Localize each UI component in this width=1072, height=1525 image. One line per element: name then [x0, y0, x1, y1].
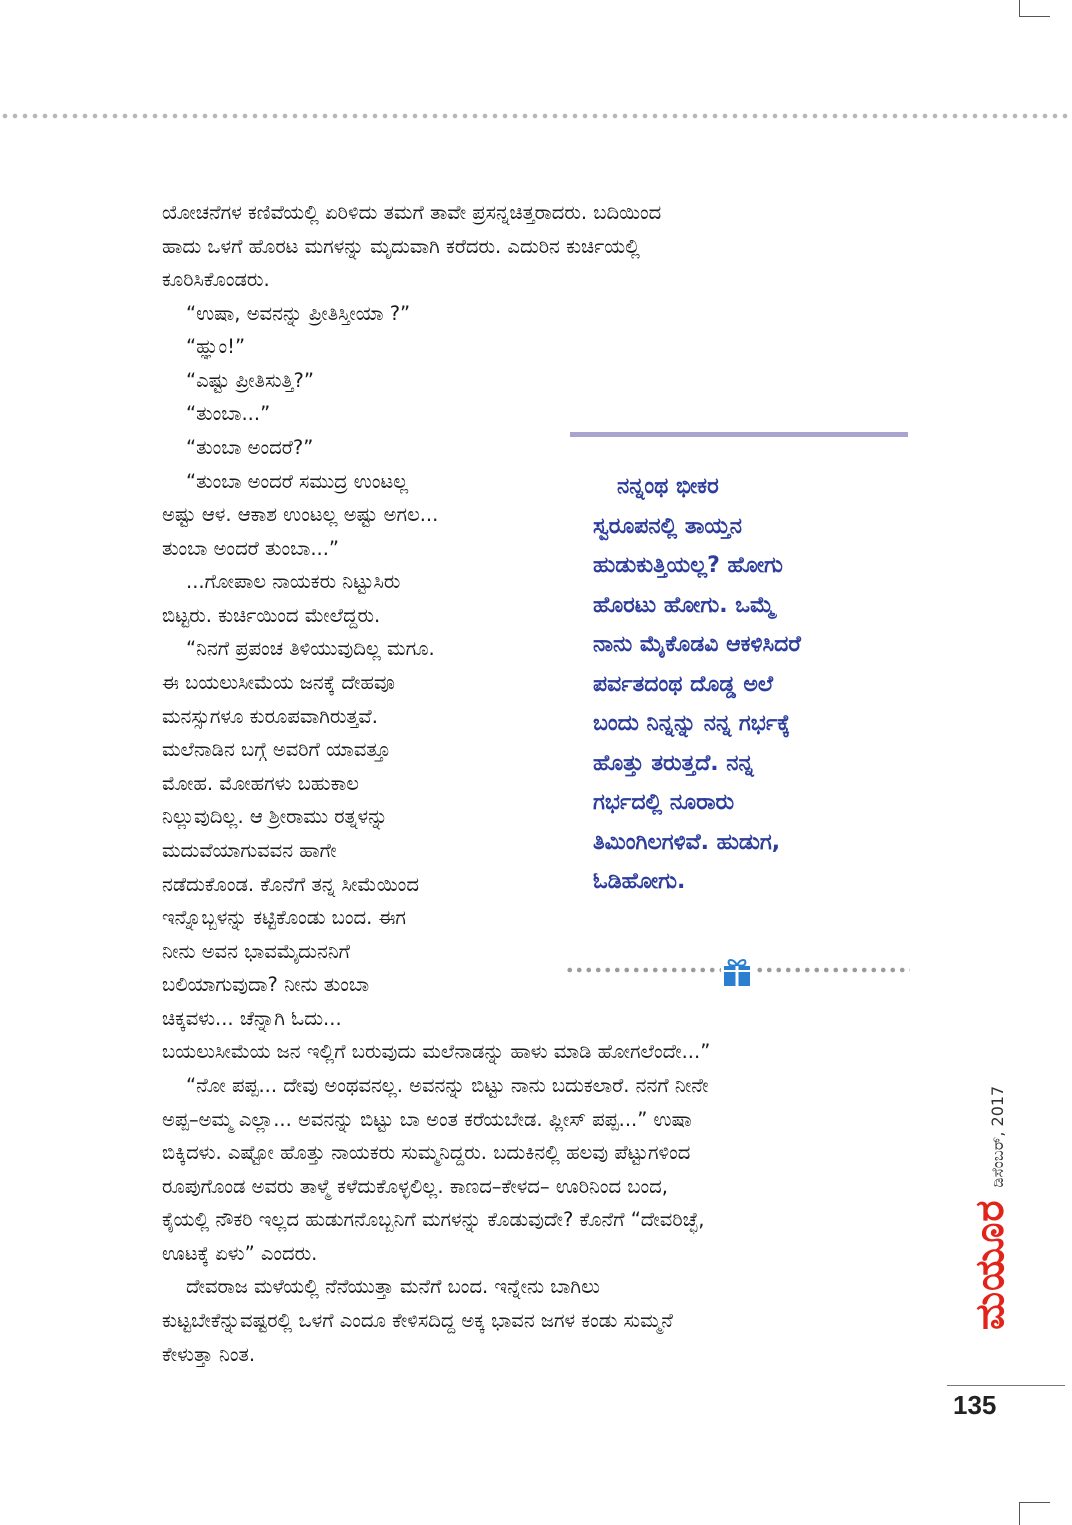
body-line: ...ಗೋಪಾಲ ನಾಯಕರು ನಿಟ್ಟುಸಿರು	[186, 570, 401, 593]
body-line: ನಿಲ್ಲುವುದಿಲ್ಲ. ಆ ಶ್ರೀರಾಮು ರತ್ನಳನ್ನು	[162, 805, 388, 828]
body-line: “ತುಂಬಾ ಅಂದರೆ ಸಮುದ್ರ ಉಂಟಲ್ಲ	[186, 470, 409, 493]
body-line: ಬಲಿಯಾಗುವುದಾ? ನೀನು ತುಂಬಾ	[162, 973, 370, 996]
magazine-masthead	[966, 1086, 1013, 1330]
body-line: ನೀನು ಅವನ ಭಾವಮೈದುನನಿಗೆ	[162, 940, 350, 963]
crop-mark-top-right	[1019, 0, 1050, 17]
body-line: ಹಾದು ಒಳಗೆ ಹೊರಟ ಮಗಳನ್ನು ಮೃದುವಾಗಿ ಕರೆದರು. ಎದುರಿನ ಕುರ್ಚಿಯಲ್ಲಿ	[162, 235, 640, 258]
dialogue-line: “ಎಷ್ಟು ಪ್ರೀತಿಸುತ್ತಿ?”	[186, 369, 314, 392]
body-line: ಕುಟ್ಟಬೇಕೆನ್ನುವಷ್ಟರಲ್ಲಿ ಒಳಗೆ ಎಂದೂ ಕೇಳಿಸದಿದ್ದ ಅಕ್ಕ ಭಾವನ ಜಗಳ ಕಂಡು ಸುಮ್ಮನೆ	[162, 1309, 673, 1332]
body-line: ಮನಸ್ಸುಗಳೂ ಕುರೂಪವಾಗಿರುತ್ತವೆ.	[162, 705, 378, 728]
pullquote-line: ಪರ್ವತದಂಥ ದೊಡ್ಡ ಅಲೆ	[593, 671, 774, 697]
body-line: ಕೂರಿಸಿಕೊಂಡರು.	[162, 268, 270, 291]
body-line: ಚಿಕ್ಕವಳು... ಚೆನ್ನಾಗಿ ಓದು...	[162, 1007, 342, 1030]
crop-mark-bottom-right	[1019, 1502, 1050, 1525]
pullquote-line: ಬಂದು ನಿನ್ನನ್ನು ನನ್ನ ಗರ್ಭಕ್ಕೆ	[593, 711, 791, 736]
pullquote-line: ತಿಮಿಂಗಿಲಗಳಿವೆ. ಹುಡುಗ,	[593, 829, 781, 855]
body-line: ಬಿಕ್ಕಿದಳು. ಎಷ್ಟೋ ಹೊತ್ತು ನಾಯಕರು ಸುಮ್ಮನಿದ್ದರು. ಬದುಕಿನಲ್ಲಿ ಹಲವು ಪೆಟ್ಟುಗಳಿಂದ	[162, 1141, 691, 1164]
body-line: ಮದುವೆಯಾಗುವವನ ಹಾಗೇ	[162, 839, 337, 862]
gift-icon	[721, 956, 753, 986]
dialogue-line: “ನೋ ಪಪ್ಪ... ದೇವು ಅಂಥವನಲ್ಲ. ಅವನನ್ನು ಬಿಟ್ಟು ನಾನು ಬದುಕಲಾರೆ. ನನಗೆ ನೀನೇ	[186, 1074, 709, 1097]
magazine-name: ಮಯೂರ	[966, 1199, 1013, 1330]
page-number-rule	[947, 1385, 1065, 1386]
pullquote-line: ಹೊರಟು ಹೋಗು. ಒಮ್ಮೆ	[593, 592, 775, 618]
body-line: ಕೈಯಲ್ಲಿ ನೌಕರಿ ಇಲ್ಲದ ಹುಡುಗನೊಬ್ಬನಿಗೆ ಮಗಳನ್ನು ಕೊಡುವುದೇ? ಕೊನೆಗೆ “ದೇವರಿಚ್ಛೆ,	[162, 1208, 705, 1231]
body-line: ಊಟಕ್ಕೆ ಏಳು” ಎಂದರು.	[162, 1242, 318, 1265]
body-line: “ನಿನಗೆ ಪ್ರಪಂಚ ತಿಳಿಯುವುದಿಲ್ಲ ಮಗೂ.	[186, 637, 435, 660]
body-line: ಯೋಚನೆಗಳ ಕಣಿವೆಯಲ್ಲಿ ಏರಿಳಿದು ತಮಗೆ ತಾವೇ ಪ್ರಸನ್ನಚಿತ್ತರಾದರು. ಬದಿಯಿಂದ	[162, 201, 662, 224]
dialogue-line: “ಹ್ಞುಂ!”	[186, 335, 246, 358]
body-line: ದೇವರಾಜ ಮಳೆಯಲ್ಲಿ ನೆನೆಯುತ್ತಾ ಮನೆಗೆ ಬಂದ. ಇನ್ನೇನು ಬಾಗಿಲು	[186, 1275, 600, 1298]
body-line: ತುಂಬಾ ಅಂದರೆ ತುಂಬಾ...”	[162, 537, 340, 560]
body-line: ರೂಪುಗೊಂಡ ಅವರು ತಾಳ್ಮೆ ಕಳೆದುಕೊಳ್ಳಲಿಲ್ಲ. ಕಾಣದ–ಕೇಳದ– ಊರಿನಿಂದ ಬಂದ,	[162, 1175, 668, 1198]
pullquote-top-rule	[570, 432, 908, 437]
pullquote	[593, 467, 923, 902]
pullquote-line: ನಾನು ಮೈಕೊಡವಿ ಆಕಳಿಸಿದರೆ	[593, 632, 801, 657]
body-line: ಇನ್ನೊಬ್ಬಳನ್ನು ಕಟ್ಟಿಕೊಂಡು ಬಂದ. ಈಗ	[162, 906, 406, 929]
body-line: ಮೋಹ. ಮೋಹಗಳು ಬಹುಕಾಲ	[162, 772, 359, 795]
page-number: 135	[953, 1390, 997, 1420]
issue-date: ಡಿಸೆಂಬರ್, 2017	[988, 1085, 1007, 1188]
dialogue-line: “ತುಂಬಾ ಅಂದರೆ?”	[186, 436, 314, 459]
dialogue-line: “ಉಷಾ, ಅವನನ್ನು ಪ್ರೀತಿಸ್ತೀಯಾ ?”	[186, 302, 411, 325]
body-line: ಬಿಟ್ಟರು. ಕುರ್ಚಿಯಿಂದ ಮೇಲೆದ್ದರು.	[162, 604, 381, 627]
pullquote-line: ಹುಡುಕುತ್ತಿಯಲ್ಲ? ಹೋಗು	[593, 553, 783, 578]
top-dotted-divider	[0, 112, 1072, 120]
pullquote-line: ನನ್ನಂಥ ಭೀಕರ	[617, 474, 719, 499]
pullquote-line: ಗರ್ಭದಲ್ಲಿ ನೂರಾರು	[593, 790, 735, 815]
pullquote-line: ಸ್ವರೂಪನಲ್ಲಿ ತಾಯ್ತನ	[593, 513, 743, 539]
body-line: ಅಪ್ಪ–ಅಮ್ಮ ಎಲ್ಲಾ... ಅವನನ್ನು ಬಿಟ್ಟು ಬಾ ಅಂತ ಕರೆಯಬೇಡ. ಪ್ಲೀಸ್ ಪಪ್ಪ...” ಉಷಾ	[162, 1108, 692, 1131]
body-line: ಅಷ್ಟು ಆಳ. ಆಕಾಶ ಉಂಟಲ್ಲ ಅಷ್ಟು ಅಗಲ...	[162, 503, 439, 526]
body-line: ಈ ಬಯಲುಸೀಮೆಯ ಜನಕ್ಕೆ ದೇಹವೂ	[162, 671, 395, 694]
body-line: ನಡೆದುಕೊಂಡ. ಕೊನೆಗೆ ತನ್ನ ಸೀಮೆಯಿಂದ	[162, 873, 419, 896]
pullquote-line: ಹೊತ್ತು ತರುತ್ತದೆ. ನನ್ನ	[593, 750, 754, 776]
body-line: ಬಯಲುಸೀಮೆಯ ಜನ ಇಲ್ಲಿಗೆ ಬರುವುದು ಮಲೆನಾಡನ್ನು ಹಾಳು ಮಾಡಿ ಹೋಗಲೆಂದೇ...”	[162, 1040, 711, 1063]
pullquote-line: ಓಡಿಹೋಗು.	[593, 869, 686, 894]
dialogue-line: “ತುಂಬಾ...”	[186, 402, 271, 425]
body-line: ಕೇಳುತ್ತಾ ನಿಂತ.	[162, 1343, 256, 1366]
body-line: ಮಲೆನಾಡಿನ ಬಗ್ಗೆ ಅವರಿಗೆ ಯಾವತ್ತೂ	[162, 738, 391, 761]
